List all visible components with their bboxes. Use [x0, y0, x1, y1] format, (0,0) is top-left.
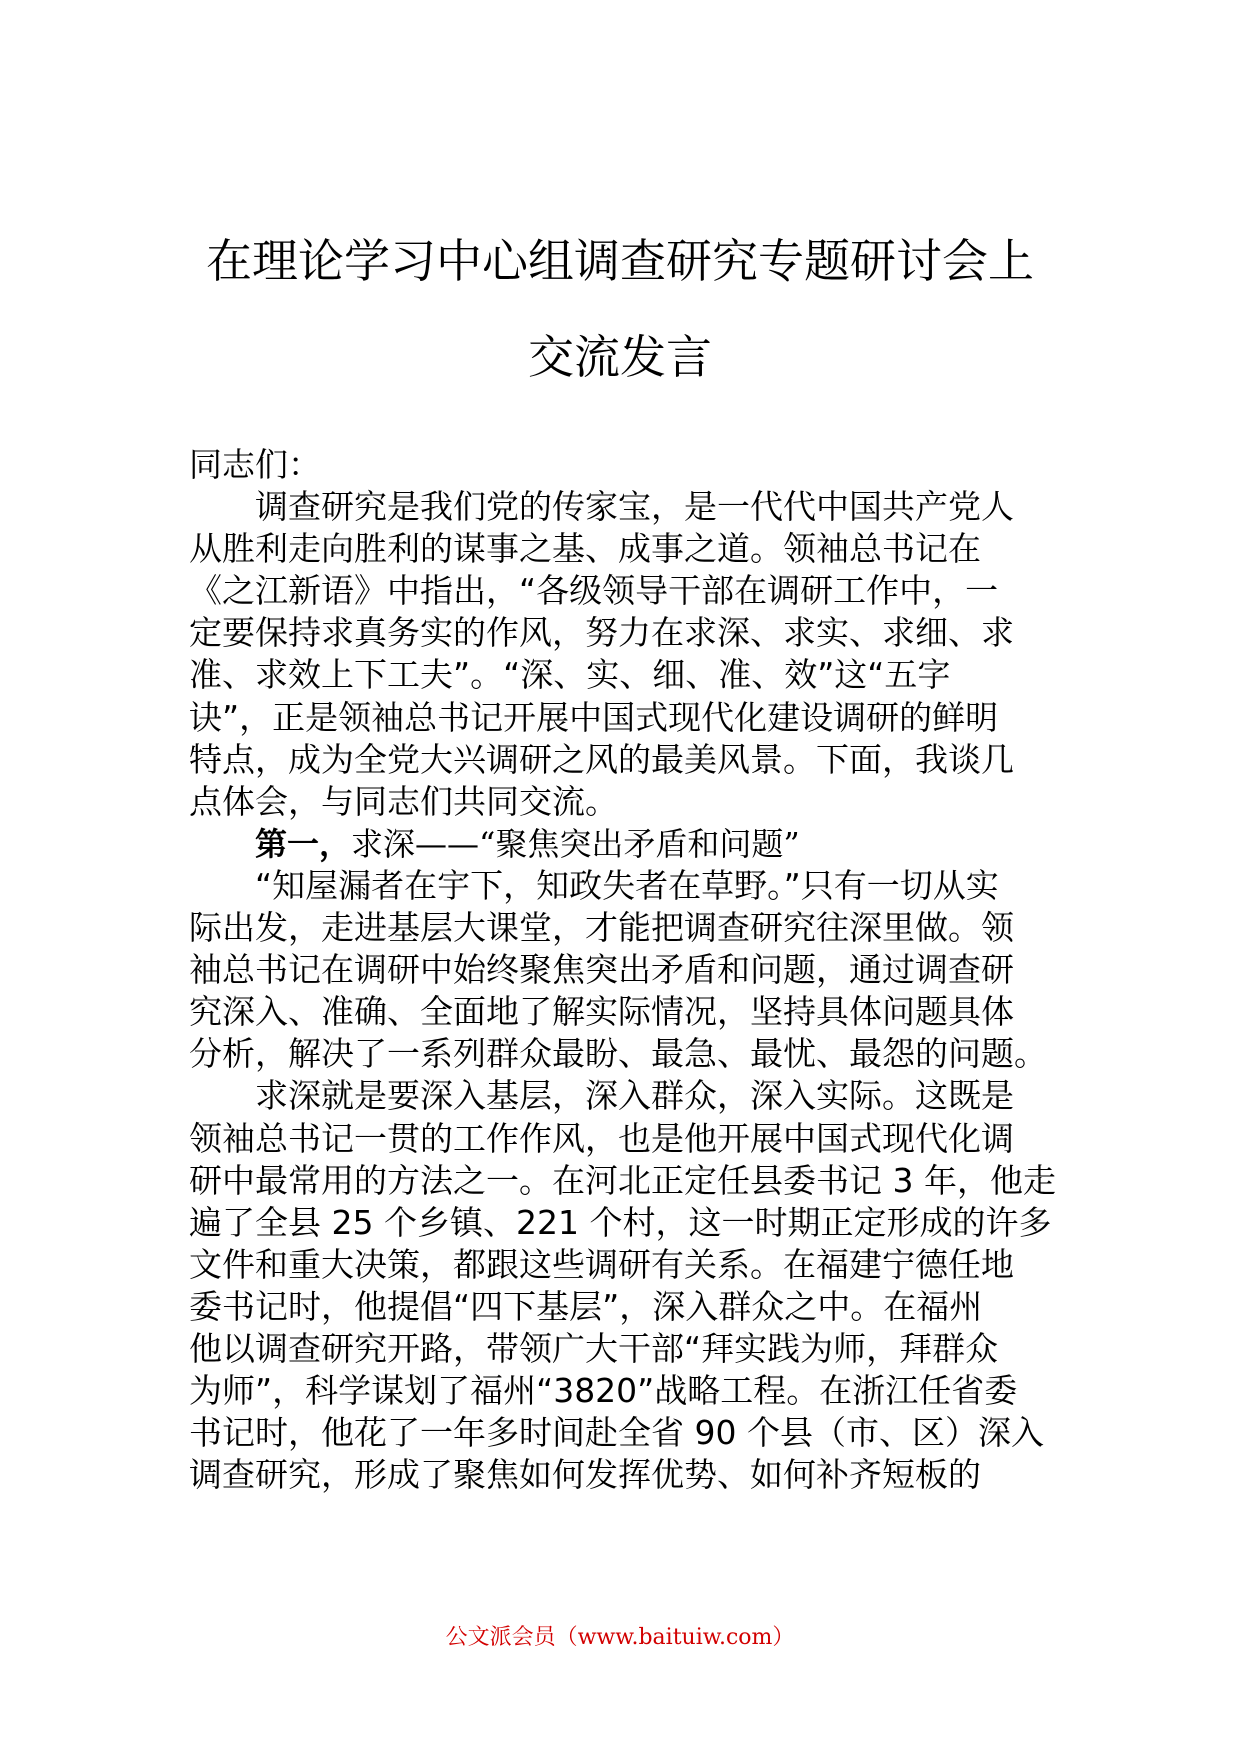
paragraph-line: 文件和重大决策，都跟这些调研有关系。在福建宁德任地 — [189, 1244, 1014, 1284]
paragraph-line: 究深入、准确、全面地了解实际情况，坚持具体问题具体 — [189, 992, 1014, 1032]
paragraph-line: 领袖总书记一贯的工作作风，也是他开展中国式现代化调 — [189, 1118, 1014, 1158]
paragraph-line: 研中最常用的方法之一。在河北正定任县委书记 3 年，他走 — [189, 1160, 1056, 1200]
document-body — [189, 444, 1056, 1496]
paragraph-line: 分析，解决了一系列群众最盼、最急、最忧、最怨的问题。 — [189, 1034, 1047, 1074]
salutation: 同志们： — [189, 445, 321, 484]
document-title-line-2: 交流发言 — [528, 330, 712, 384]
paragraph-line: 《之江新语》中指出，“各级领导干部在调研工作中，一 — [189, 571, 999, 611]
paragraph-line: 定要保持求真务实的作风，努力在求深、求实、求细、求 — [189, 613, 1014, 653]
paragraph-line: 遍了全县 25 个乡镇、221 个村，这一时期正定形成的许多 — [189, 1202, 1052, 1242]
paragraph-line: 委书记时，他提倡“四下基层”，深入群众之中。在福州 — [189, 1286, 983, 1326]
section-heading — [189, 823, 1049, 865]
paragraph-line: 为师”，科学谋划了福州“3820”战略工程。在浙江任省委 — [189, 1371, 1018, 1411]
section-heading-text: 求深——“聚焦突出矛盾和问题” — [351, 824, 800, 863]
paragraph-line: 他以调查研究开路，带领广大干部“拜实践为师，拜群众 — [189, 1328, 999, 1368]
paragraph-line: “知屋漏者在宇下，知政失者在草野。”只有一切从实 — [255, 865, 999, 905]
paragraph-line: 袖总书记在调研中始终聚焦突出矛盾和问题，通过调查研 — [189, 950, 1014, 990]
paragraph-line: 准、求效上下工夫”。“深、实、细、准、效”这“五字 — [189, 655, 951, 695]
paragraph-line: 调查研究，形成了聚焦如何发挥优势、如何补齐短板的 — [189, 1455, 981, 1495]
footer-watermark: 公文派会员（www.baituiw.com） — [445, 1625, 795, 1650]
paragraph-line: 特点，成为全党大兴调研之风的最美风景。下面，我谈几 — [189, 739, 1014, 779]
paragraph-line: 际出发，走进基层大课堂，才能把调查研究往深里做。领 — [189, 908, 1014, 948]
paragraph-line: 书记时，他花了一年多时间赴全省 90 个县（市、区）深入 — [189, 1413, 1044, 1453]
section-heading-number: 第一， — [255, 824, 352, 863]
paragraph-line: 调查研究是我们党的传家宝，是一代代中国共产党人 — [255, 487, 1014, 527]
paragraph-line: 求深就是要深入基层，深入群众，深入实际。这既是 — [255, 1076, 1014, 1116]
paragraph-line: 诀”，正是领袖总书记开展中国式现代化建设调研的鲜明 — [189, 697, 999, 737]
paragraph-line: 点体会，与同志们共同交流。 — [189, 781, 618, 821]
document-title-line-1: 在理论学习中心组调查研究专题研讨会上 — [206, 234, 1034, 288]
paragraph-line: 从胜利走向胜利的谋事之基、成事之道。领袖总书记在 — [189, 529, 981, 569]
